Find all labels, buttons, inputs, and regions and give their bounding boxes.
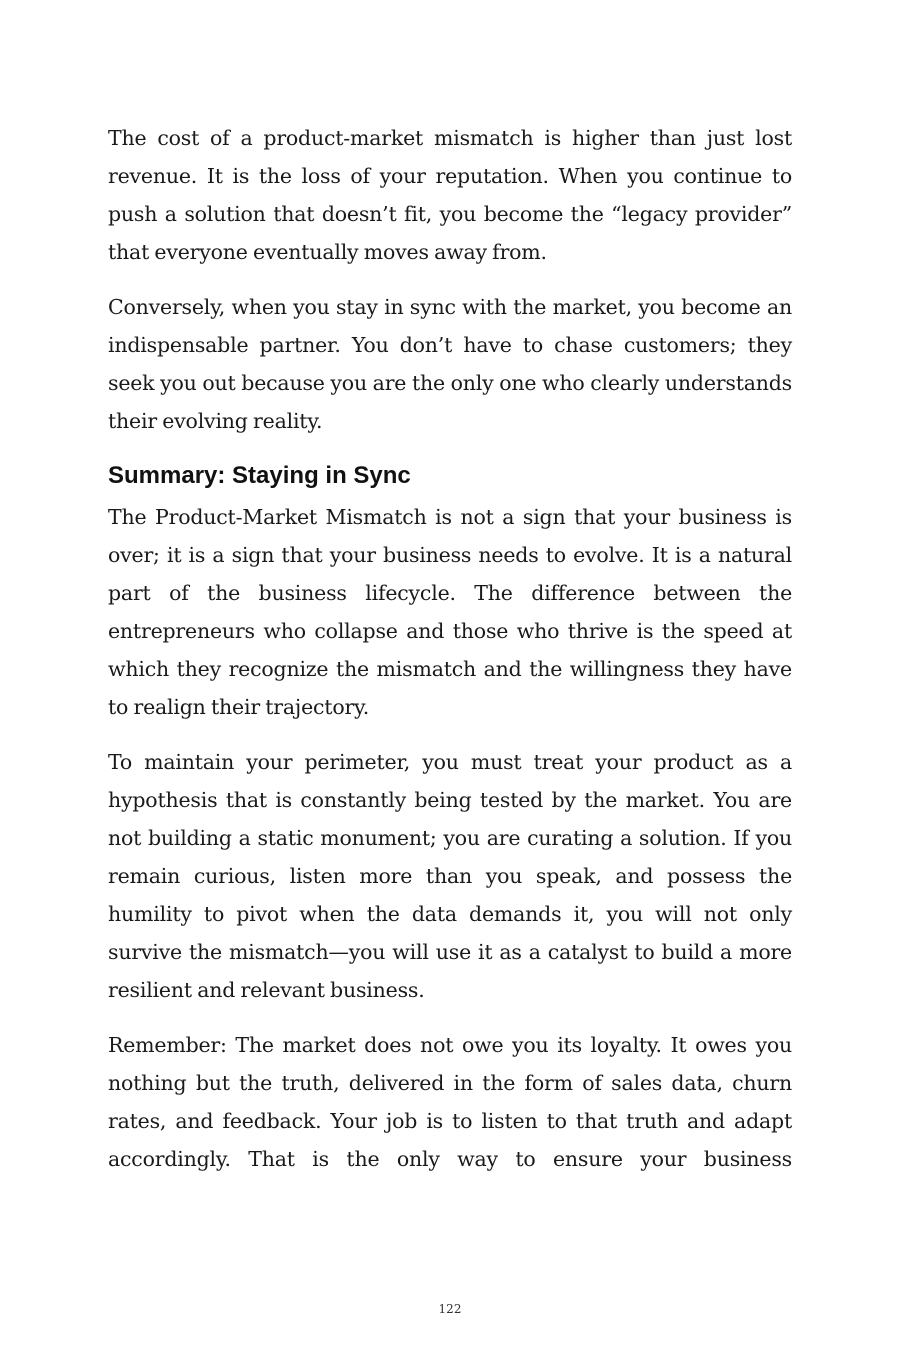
paragraph-summary-evolve: The Product-Market Mismatch is not a sign that your business is over; it is a sign that your business needs to evolve. It is a natural part of the business lifecycle. The difference between the entrepreneurs who collapse and those who thrive is the speed at which they recognize the mismatch and the willingness they have to realign their trajectory. [108, 505, 792, 719]
page-number: 122 [438, 1302, 462, 1316]
paragraph-maintain-perimeter: To maintain your perimeter, you must treat your product as a hypothesis that is constantly being tested by the market. You are not building a static monument; you are curating a solution. If you remain curious, listen more than you speak, and possess the humility to pivot when the data demands it, you will not only survive the mismatch—you will use it as a catalyst to build a more resilient and relevant business. [108, 750, 792, 1002]
paragraph-mismatch-cost: The cost of a product-market mismatch is higher than just lost revenue. It is the loss of your reputation. When you continue to push a solution that doesn’t fit, you become the “legacy provider” that everyone eventually moves away from. [108, 126, 792, 264]
paragraph-stay-in-sync: Conversely, when you stay in sync with the market, you become an indispensable partner. You don’t have to chase customers; they seek you out because you are the only one who clearly understands their evolving reality. [108, 295, 792, 433]
section-heading: Summary: Staying in Sync [108, 462, 411, 489]
paragraph-remember: Remember: The market does not owe you its loyalty. It owes you nothing but the truth, delivered in the form of sales data, churn rates, and feedback. Your job is to listen to that truth and adapt accordingly. That is the only way to ensure your business [108, 1033, 792, 1171]
